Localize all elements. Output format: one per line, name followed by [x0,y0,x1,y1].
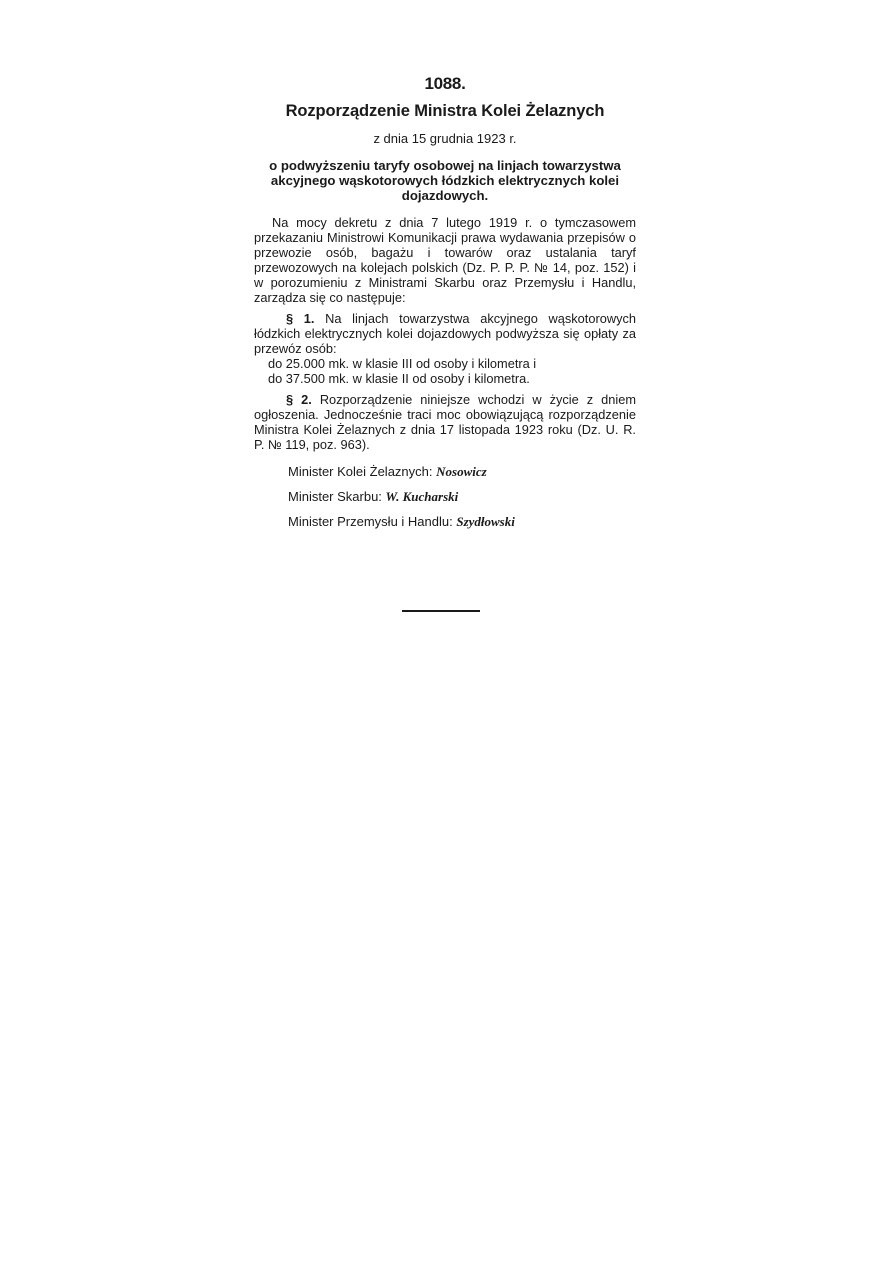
signature-name: Nosowicz [436,464,487,479]
preamble-paragraph: Na mocy dekretu z dnia 7 lutego 1919 r. o tymczasowem przekazaniu Ministrowi Komunikacji prawa wydawania przepisów o przewozie osób, bagażu i towarów oraz ustalania taryf przewozowych na kolejach polskich (Dz. P. P. P. № 14, poz. 152) i w porozumieniu z Ministrami Skarbu oraz Przemysłu i Handlu, zarządza się co następuje: [254,215,636,305]
signature-name: W. Kucharski [385,489,459,504]
document-subject: o podwyższeniu taryfy osobowej na linjach towarzystwa akcyjnego wąskotorowych łódzkich elektrycznych kolei dojazdowych. [269,158,621,203]
signature-role: Minister Skarbu: [288,489,382,504]
closing-rule [402,610,480,612]
signature-industry [288,514,636,529]
section-2 [254,392,636,452]
signature-role: Minister Kolei Żelaznych: [288,464,433,479]
signature-role: Minister Przemysłu i Handlu: [288,514,453,529]
document-title: Rozporządzenie Ministra Kolei Żelaznych [285,102,605,120]
section-2-text: Rozporządzenie niniejsze wchodzi w życie z dniem ogłoszenia. Jednocześnie traci moc obowiązującą rozporządzenie Ministra Kolei Żelaznych z dnia 17 listopada 1923 roku (Dz. U. R. P. № 119, poz. 963). [254,392,636,452]
document-number: 1088. [424,74,466,93]
rate-class-2: do 37.500 mk. w klasie II od osoby i kilometra. [268,371,530,386]
section-1-mark: § 1. [286,311,315,326]
signatures-block [254,464,636,529]
signature-railways [288,464,636,479]
rate-class-3: do 25.000 mk. w klasie III od osoby i kilometra i [268,356,537,371]
signature-treasury [288,489,636,504]
section-1 [254,311,636,356]
ordinance-document [254,74,636,539]
section-2-mark: § 2. [286,392,312,407]
signature-name: Szydłowski [456,514,515,529]
section-1-text: Na linjach towarzystwa akcyjnego wąskotorowych łódzkich elektrycznych kolei dojazdowych podwyższa się opłaty za przewóz osób: [254,311,636,356]
document-date: z dnia 15 grudnia 1923 r. [373,131,517,146]
